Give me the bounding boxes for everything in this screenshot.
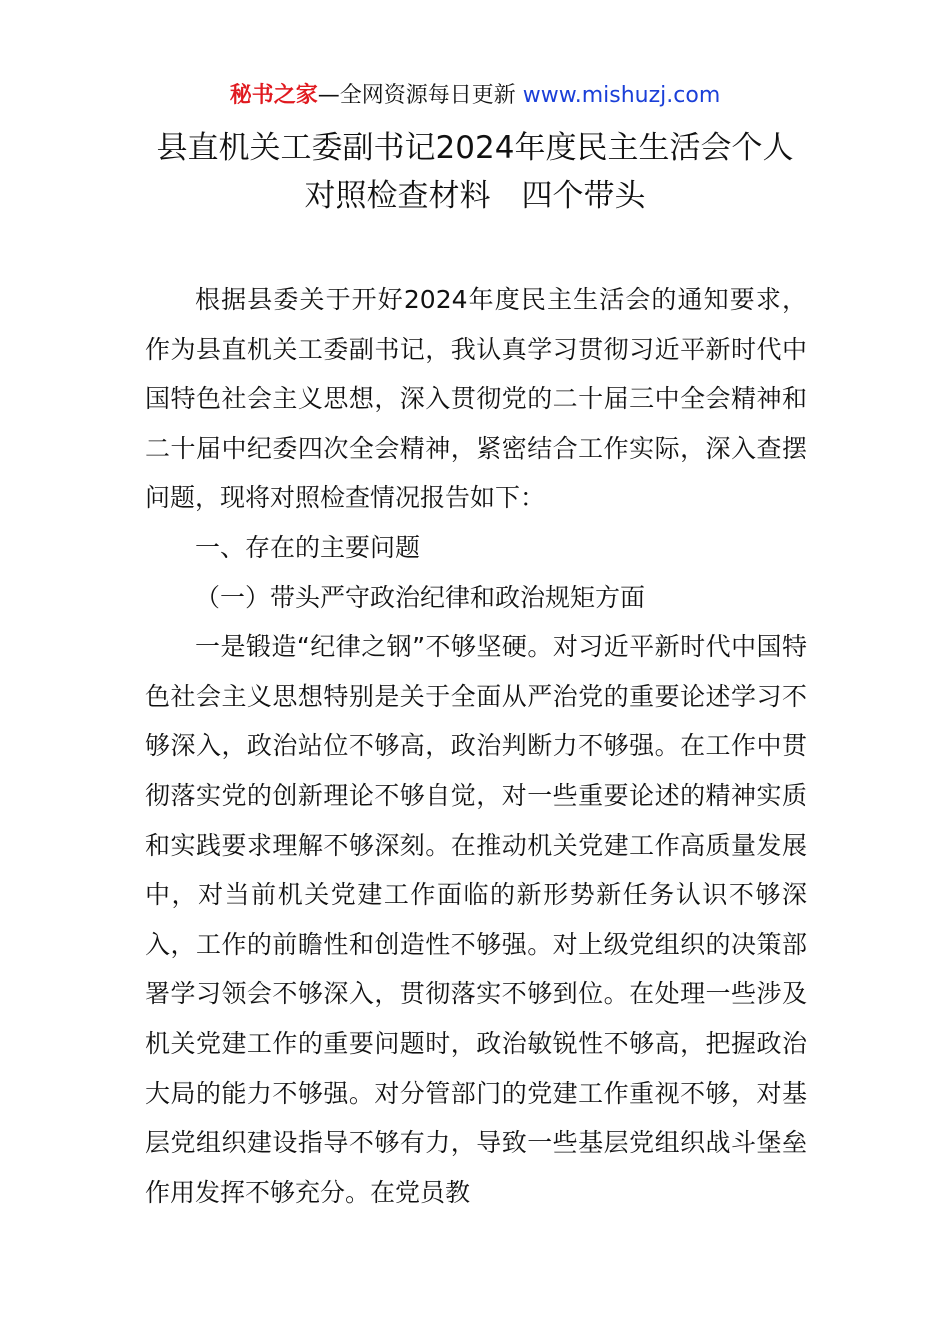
title-line-2: 对照检查材料 四个带头 <box>304 178 646 214</box>
section-heading: 一、存在的主要问题 <box>195 532 421 562</box>
issue-paragraph: 一是锻造“纪律之钢”不够坚硬。对习近平新时代中国特色社会主义思想特别是关于全面从严治党的重要论述学习不够深入，政治站位不够高，政治判断力不够强。在工作中贯彻落实党的创新理论不够自觉，对一些重要论述的精神实质和实践要求理解不够深刻。在推动机关党建工作高质量发展中，对当前机关党建工作面临的新形势新任务认识不够深入，工作的前瞻性和创造性不够强。对上级党组织的决策部署学习领会不够深入，贯彻落实不够到位。在处理一些涉及机关党建工作的重要问题时，政治敏锐性不够高，把握政治大局的能力不够强。对分管部门的党建工作重视不够，对基层党组织建设指导不够有力，导致一些基层党组织战斗堡垒作用发挥不够充分。在党员教 <box>145 632 807 1207</box>
site-brand: 秘书之家 <box>229 83 318 108</box>
subsection-heading: （一）带头严守政治纪律和政治规矩方面 <box>195 582 646 612</box>
intro-paragraph: 根据县委关于开好2024年度民主生活会的通知要求，作为县直机关工委副书记，我认真学习贯彻习近平新时代中国特色社会主义思想，深入贯彻党的二十届三中全会精神和二十届中纪委四次全会精神，紧密结合工作实际，深入查摆问题，现将对照检查情况报告如下： <box>145 285 807 513</box>
site-header <box>0 80 950 112</box>
site-url[interactable]: www.mishuzj.com <box>522 83 721 108</box>
document-body <box>145 275 807 1217</box>
title-line-1: 县直机关工委副书记2024年度民主生活会个人 <box>156 130 794 166</box>
site-tagline: —全网资源每日更新 <box>317 83 523 108</box>
document-title <box>60 124 890 220</box>
